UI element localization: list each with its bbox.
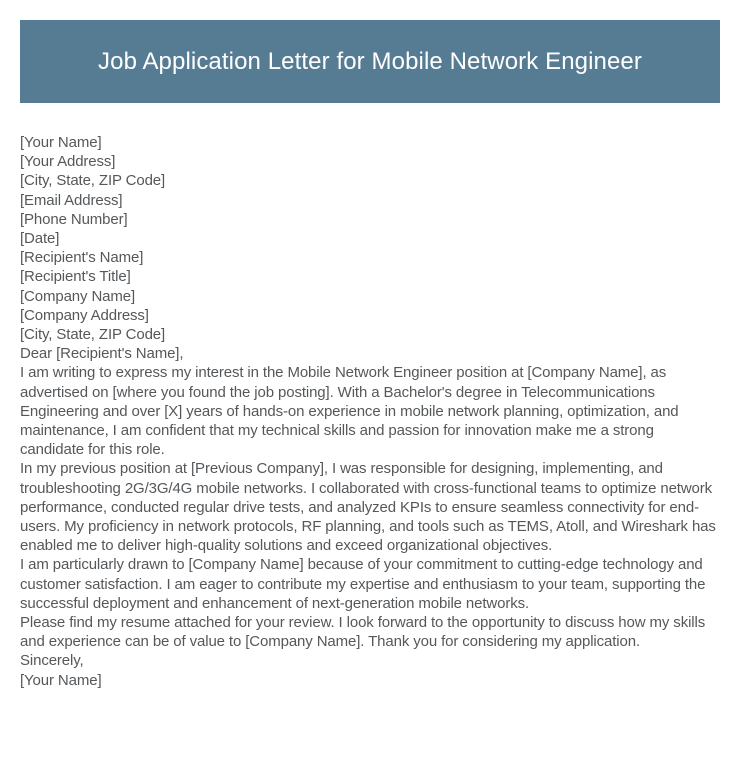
recipient-title-line: [Recipient's Title] [20, 268, 131, 286]
signature-line: [Your Name] [20, 671, 102, 689]
paragraph-motivation: I am particularly drawn to [Company Name] because of your commitment to cutting-edge technology and customer satisfaction. I am eager to contribute my expertise and enthusiasm to your team, supporting the successful deployment and enhancement of next-generation mobile networks. [20, 556, 706, 612]
company-name-line: [Company Name] [20, 287, 136, 305]
recipient-name-line: [Recipient's Name] [20, 249, 144, 267]
date-line: [Date] [20, 230, 60, 248]
sender-address-line: [Your Address] [20, 153, 116, 171]
title-banner [20, 20, 720, 103]
paragraph-experience: In my previous position at [Previous Company], I was responsible for designing, implementing, and troubleshooting 2G/3G/4G mobile networks. I collaborated with cross-functional teams to optimize network performance, conducted regular drive tests, and analyzed KPIs to ensure seamless connectivity for end-users. My proficiency in network protocols, RF planning, and tools such as TEMS, Atoll, and Wireshark has enabled me to deliver high-quality solutions and exceed organizational objectives. [20, 460, 716, 555]
sender-city-line: [City, State, ZIP Code] [20, 172, 166, 190]
sender-name-line: [Your Name] [20, 134, 102, 151]
sender-phone-line: [Phone Number] [20, 210, 128, 228]
company-city-line: [City, State, ZIP Code] [20, 326, 166, 344]
sender-email-line: [Email Address] [20, 191, 123, 209]
company-address-line: [Company Address] [20, 306, 149, 324]
salutation-line: Dear [Recipient's Name], [20, 345, 184, 363]
paragraph-introduction: I am writing to express my interest in the Mobile Network Engineer position at [Company Name], as advertised on [where you found the job posting]. With a Bachelor's degree in Telecommunications Engineering and over [X] years of hands-on experience in mobile network planning, optimization, and maintenance, I am confident that my technical skills and passion for innovation make me a strong candidate for this role. [20, 364, 679, 459]
paragraph-resume-request: Please find my resume attached for your review. I look forward to the opportunity to discuss how my skills and experience can be of value to [Company Name]. Thank you for considering my application. [20, 614, 706, 651]
letter-body [20, 133, 720, 690]
closing-line: Sincerely, [20, 652, 84, 670]
page-title: Job Application Letter for Mobile Network Engineer [98, 47, 642, 75]
